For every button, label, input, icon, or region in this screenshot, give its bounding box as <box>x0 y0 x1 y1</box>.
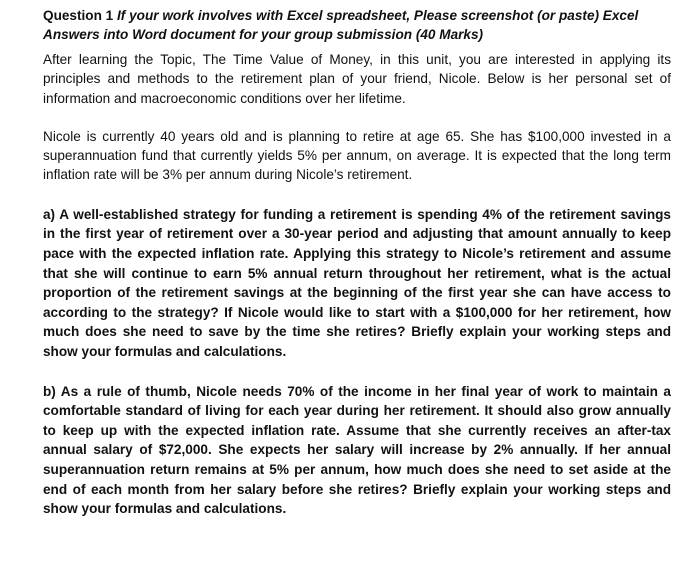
question-instruction: If your work involves with Excel spreadsheet, Please screenshot (or paste) Excel Answers into Word document for your group submission (40 Marks) <box>43 8 639 42</box>
part-b-question: b) As a rule of thumb, Nicole needs 70% of the income in her final year of work to maintain a comfortable standard of living for each year during her retirement. It should also grow annually to keep up with the expected inflation rate. Assume that she currently receives an after-tax annual salary of $72,000. She expects her salary will increase by 2% annually. If her annual superannuation return remains at 5% per annum, how much does she need to set aside at the end of each month from her salary before she retires? Briefly explain your working steps and show your formulas and calculations. <box>43 383 671 517</box>
intro-paragraph: After learning the Topic, The Time Value of Money, in this unit, you are interested in applying its principles and methods to the retirement plan of your friend, Nicole. Below is her personal set of information and macroeconomic conditions over her lifetime. <box>43 52 671 106</box>
document-page <box>43 6 671 519</box>
part-a-question: a) A well-established strategy for funding a retirement is spending 4% of the retirement savings in the first year of retirement over a 30-year period and adjusting that amount annually to keep pace with the expected inflation rate. Applying this strategy to Nicole’s retirement and assume that she will continue to earn 5% annual return throughout her retirement, what is the actual proportion of the retirement savings at the beginning of the first year she can have access to according to the strategy? If Nicole would like to start with a $100,000 for her retirement, how much does she need to save by the time she retires? Briefly explain your working steps and show your formulas and calculations. <box>43 206 671 359</box>
question-heading <box>43 6 671 44</box>
scenario-paragraph: Nicole is currently 40 years old and is planning to retire at age 65. She has $100,000 invested in a superannuation fund that currently yields 5% per annum, on average. It is expected that the long term inflation rate will be 3% per annum during Nicole’s retirement. <box>43 128 671 183</box>
question-label: Question 1 <box>43 8 114 23</box>
